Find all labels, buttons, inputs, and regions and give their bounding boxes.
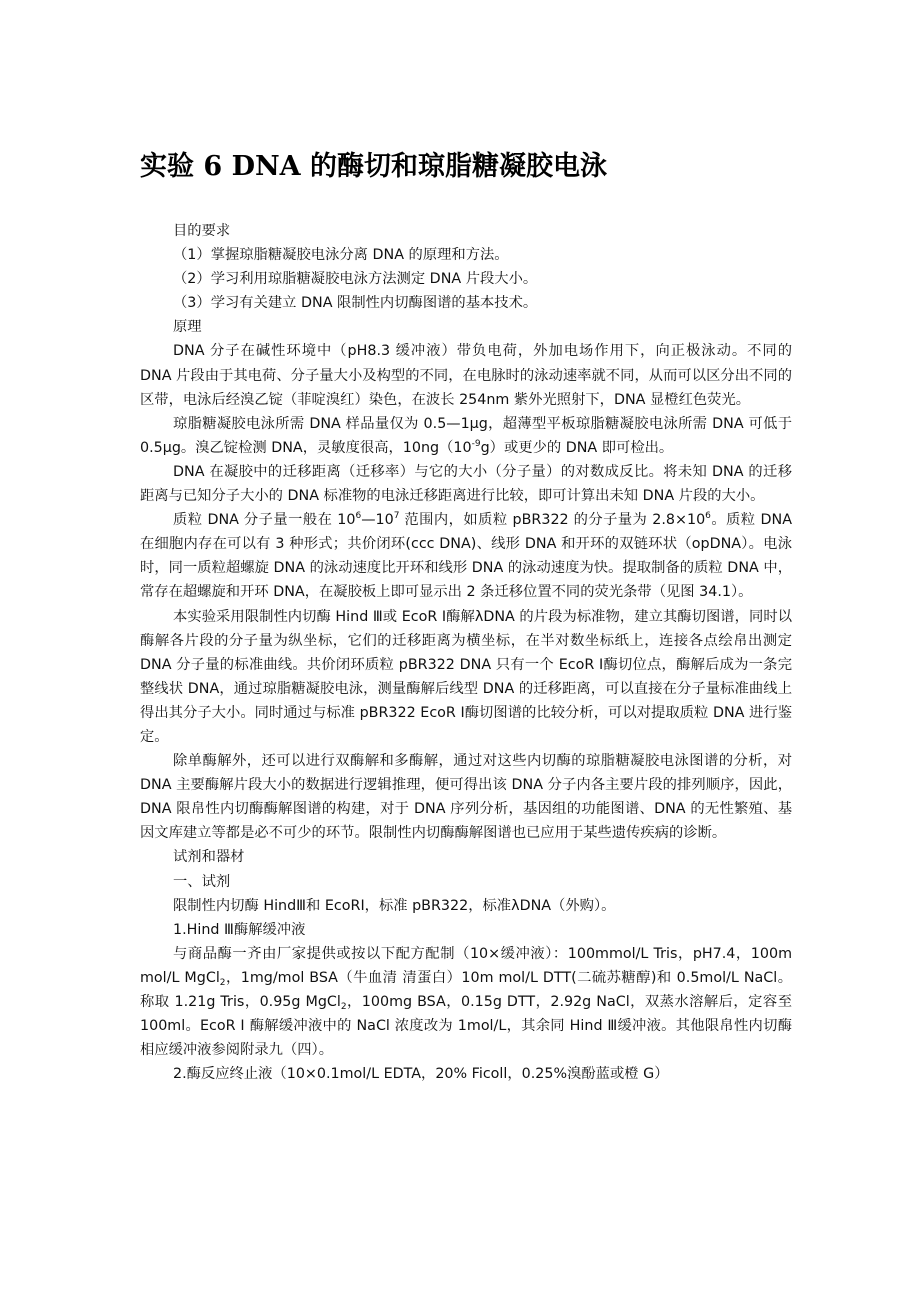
superscript: 7 — [393, 511, 400, 522]
text-run: 与商品酶一齐由厂家提供或按以下配方配制（10×缓冲液）：100mmol/L Tris，pH7.4，100m mol/L MgCl — [140, 945, 792, 986]
subscript: 2 — [340, 1002, 347, 1012]
objective-item: （3）学习有关建立 DNA 限制性内切酶图谱的基本技术。 — [173, 295, 538, 312]
reagents-subheading: 一、试剂 — [173, 873, 231, 890]
text-run: g）或更少的 DNA 即可检出。 — [480, 439, 674, 456]
reagents-heading: 试剂和器材 — [173, 849, 245, 866]
principle-paragraph-2 — [140, 412, 792, 460]
superscript: 6 — [705, 511, 711, 522]
text-run: 质粒 DNA 分子量一般在 10 — [173, 512, 356, 529]
principle-paragraph-5: 本实验采用限制性内切酶 Hind Ⅲ或 EcoR Ⅰ酶解λDNA 的片段为标准物，建立其酶切图谱，同时以酶解各片段的分子量为纵坐标，它们的迁移距离为横坐标，在半对数坐标纸上，连接各点绘帛出测定 DNA 分子量的标准曲线。共价闭环质粒 pBR322 DNA 只有一个 EcoR Ⅰ酶切位点，酶解后成为一条完整线状 DNA，通过琼脂糖凝胶电泳，测量酶解后线型 DNA 的迁移距离，可以直接在分子量标准曲线上得出其分子大小。同时通过与标准 pBR322 EcoR Ⅰ酶切图谱的比较分析，可以对提取质粒 DNA 进行鉴定。 — [140, 608, 792, 745]
buffer-paragraph — [140, 942, 792, 1062]
reagents-list: 限制性内切酶 HindⅢ和 EcoRⅠ，标准 pBR322，标准λDNA（外购）。 — [173, 897, 616, 914]
stop-solution-heading: 2.酶反应终止液（10×0.1mol/L EDTA，20% Ficoll，0.25%溴酚蓝或橙 G） — [173, 1066, 669, 1083]
objective-item: （1）掌握琼脂糖凝胶电泳分离 DNA 的原理和方法。 — [173, 247, 509, 264]
principle-paragraph-3: DNA 在凝胶中的迁移距离（迁移率）与它的大小（分子量）的对数成反比。将未知 DNA 的迁移距离与已知分子大小的 DNA 标准物的电泳迁移距离进行比较，即可计算出未知 DNA 片段的大小。 — [140, 463, 792, 505]
superscript: -9 — [471, 438, 481, 449]
principle-paragraph-6: 除单酶解外，还可以进行双酶解和多酶解，通过对这些内切酶的琼脂糖凝胶电泳图谱的分析，对 DNA 主要酶解片段大小的数据进行逻辑推理，便可得出该 DNA 分子内各主要片段的排列顺序，因此，DNA 限帛性内切酶酶解图谱的构建，对于 DNA 序列分析，基因组的功能图谱、DNA 的无性繁殖、基因文库建立等都是必不可少的环节。限制性内切酶酶解图谱也已应用于某些遗传疾病的诊断。 — [140, 753, 792, 842]
text-run: ，1mg/mol BSA（牛血清 清蛋白）10m mol/L DTT(二硫苏糖醇)和 0.5mol/L NaCl。称取 1.21g Tris，0.95g MgCl — [140, 969, 792, 1010]
text-run: ，100mg BSA，0.15g DTT，2.92g NaCl，双蒸水溶解后，定容至 100ml。EcoR Ⅰ 酶解缓冲液中的 NaCl 浓度改为 1mol/L，其余同 Hind Ⅲ缓冲液。其他限帛性内切酶相应缓冲液参阅附录九（四）。 — [140, 994, 792, 1059]
text-run: 。质粒 DNA 在细胞内存在可以有 3 种形式；共价闭环(ccc DNA)、线形 DNA 和开环的双链环状（opDNA）。电泳时，同一质粒超螺旋 DNA 的泳动速度比开环和线形 DNA 的泳动速度为快。提取制备的质粒 DNA 中，常存在超螺旋和开环 DNA，在凝胶板上即可显示出 2 条迁移位置不同的荧光条带（见图 34.1）。 — [140, 512, 793, 601]
text-run: —10 — [361, 512, 394, 529]
objective-item: （2）学习利用琼脂糖凝胶电泳方法测定 DNA 片段大小。 — [173, 271, 538, 288]
buffer-heading: 1.Hind Ⅲ酶解缓冲液 — [173, 921, 306, 938]
page-title: 实验 6 DNA 的酶切和琼脂糖凝胶电泳 — [140, 151, 608, 182]
principle-heading: 原理 — [173, 319, 202, 336]
principle-paragraph-1: DNA 分子在碱性环境中（pH8.3 缓冲液）带负电荷，外加电场作用下，向正极泳动。不同的 DNA 片段由于其电荷、分子量大小及构型的不同，在电脉时的泳动速率就不同，从而可以区分出不同的区带，电泳后经溴乙锭（菲啶溴红）染色，在波长 254nm 紫外光照射下，DNA 显橙红色荧光。 — [140, 343, 792, 408]
objectives-heading: 目的要求 — [173, 223, 231, 239]
document-body — [140, 219, 792, 1086]
text-run: 琼脂糖凝胶电泳所需 DNA 样品量仅为 0.5—1μg，超薄型平板琼脂糖凝胶电泳所需 DNA 可低于 0.5μg。溴乙锭检测 DNA，灵敏度很高，10ng（10 — [140, 415, 792, 456]
text-run: 范围内，如质粒 pBR322 的分子量为 2.8×10 — [399, 512, 706, 529]
superscript: 6 — [355, 511, 362, 522]
subscript: 2 — [219, 977, 226, 988]
principle-paragraph-4 — [140, 508, 792, 604]
